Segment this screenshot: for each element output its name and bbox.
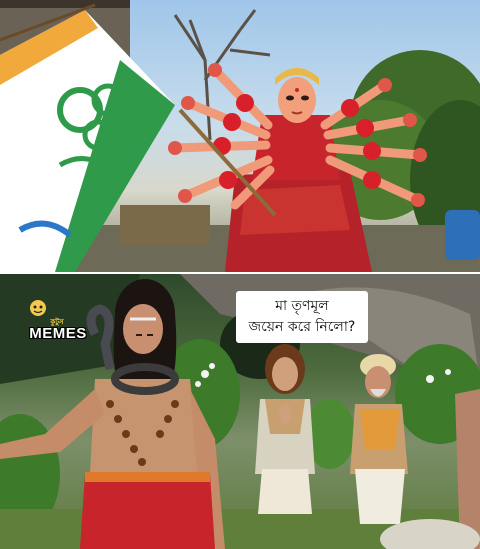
meme-caption [236, 291, 368, 343]
watermark-big-text: MEMES [29, 325, 87, 342]
watermark-small-text: কুটুস [50, 318, 64, 326]
bottom-panel [0, 274, 480, 549]
mascot-icon [27, 298, 49, 318]
caption-line-1: মা তৃণমূল [275, 298, 329, 314]
top-panel [0, 0, 480, 272]
caption-line-2: জয়েন করে নিলো? [248, 319, 356, 335]
top-panel-illustration [0, 0, 480, 272]
blue-tarp [445, 210, 480, 260]
watermark-logo [27, 298, 87, 348]
